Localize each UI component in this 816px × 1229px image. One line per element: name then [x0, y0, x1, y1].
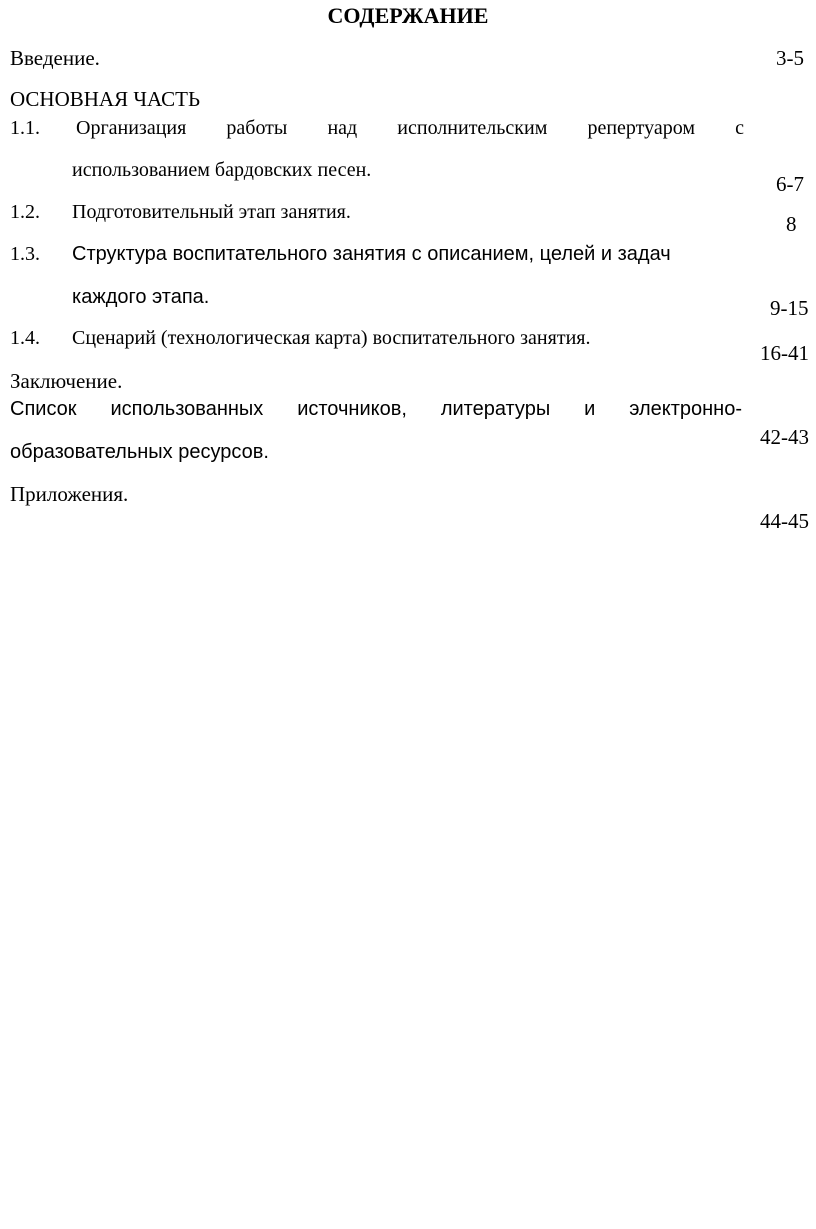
- toc-entry-conclusion: Заключение.: [10, 369, 123, 393]
- toc-page-appendix: 44-45: [760, 509, 809, 533]
- toc-entry-1-4: Сценарий (технологическая карта) воспитательного занятия.: [72, 327, 591, 349]
- word: использованных: [110, 398, 264, 420]
- page-title: СОДЕРЖАНИЕ: [327, 3, 489, 28]
- word: работы: [226, 117, 288, 139]
- toc-number-1-4: 1.4.: [10, 327, 40, 349]
- toc-entry-1-2: Подготовительный этап занятия.: [72, 201, 351, 223]
- toc-page-1-1: 6-7: [776, 172, 804, 196]
- toc-entry-intro: Введение.: [10, 46, 100, 70]
- toc-entry-1-1-line2: использованием бардовских песен.: [72, 159, 372, 181]
- word: источников,: [297, 398, 407, 420]
- toc-entry-appendix: Приложения.: [10, 482, 129, 506]
- word: и: [584, 398, 596, 420]
- toc-page-intro: 3-5: [776, 46, 804, 70]
- toc-entry-sources-line2: образовательных ресурсов.: [10, 441, 269, 463]
- toc-entry-sources-line1: [10, 396, 742, 422]
- toc-number-1-3: 1.3.: [10, 243, 40, 265]
- toc-number-1-2: 1.2.: [10, 201, 40, 223]
- toc-entry-1-1-line1: [76, 115, 744, 141]
- word: литературы: [440, 398, 551, 420]
- word: электронно-: [629, 398, 742, 420]
- toc-page-1-3: 9-15: [770, 296, 809, 320]
- toc-entry-main-part: ОСНОВНАЯ ЧАСТЬ: [10, 87, 201, 111]
- word: репертуаром: [587, 117, 695, 139]
- word: Организация: [76, 117, 187, 139]
- toc-page-1-2: 8: [786, 212, 797, 236]
- word: исполнительским: [397, 117, 548, 139]
- toc-entry-1-3-line1: Структура воспитательного занятия с описанием, целей и задач: [72, 243, 671, 265]
- toc-entry-1-3-line2: каждого этапа.: [72, 286, 210, 308]
- word: над: [327, 117, 358, 139]
- word: с: [735, 117, 744, 139]
- toc-page-sources: 42-43: [760, 425, 809, 449]
- toc-page-1-4: 16-41: [760, 341, 809, 365]
- word: Список: [10, 398, 77, 420]
- toc-number-1-1: 1.1.: [10, 117, 40, 139]
